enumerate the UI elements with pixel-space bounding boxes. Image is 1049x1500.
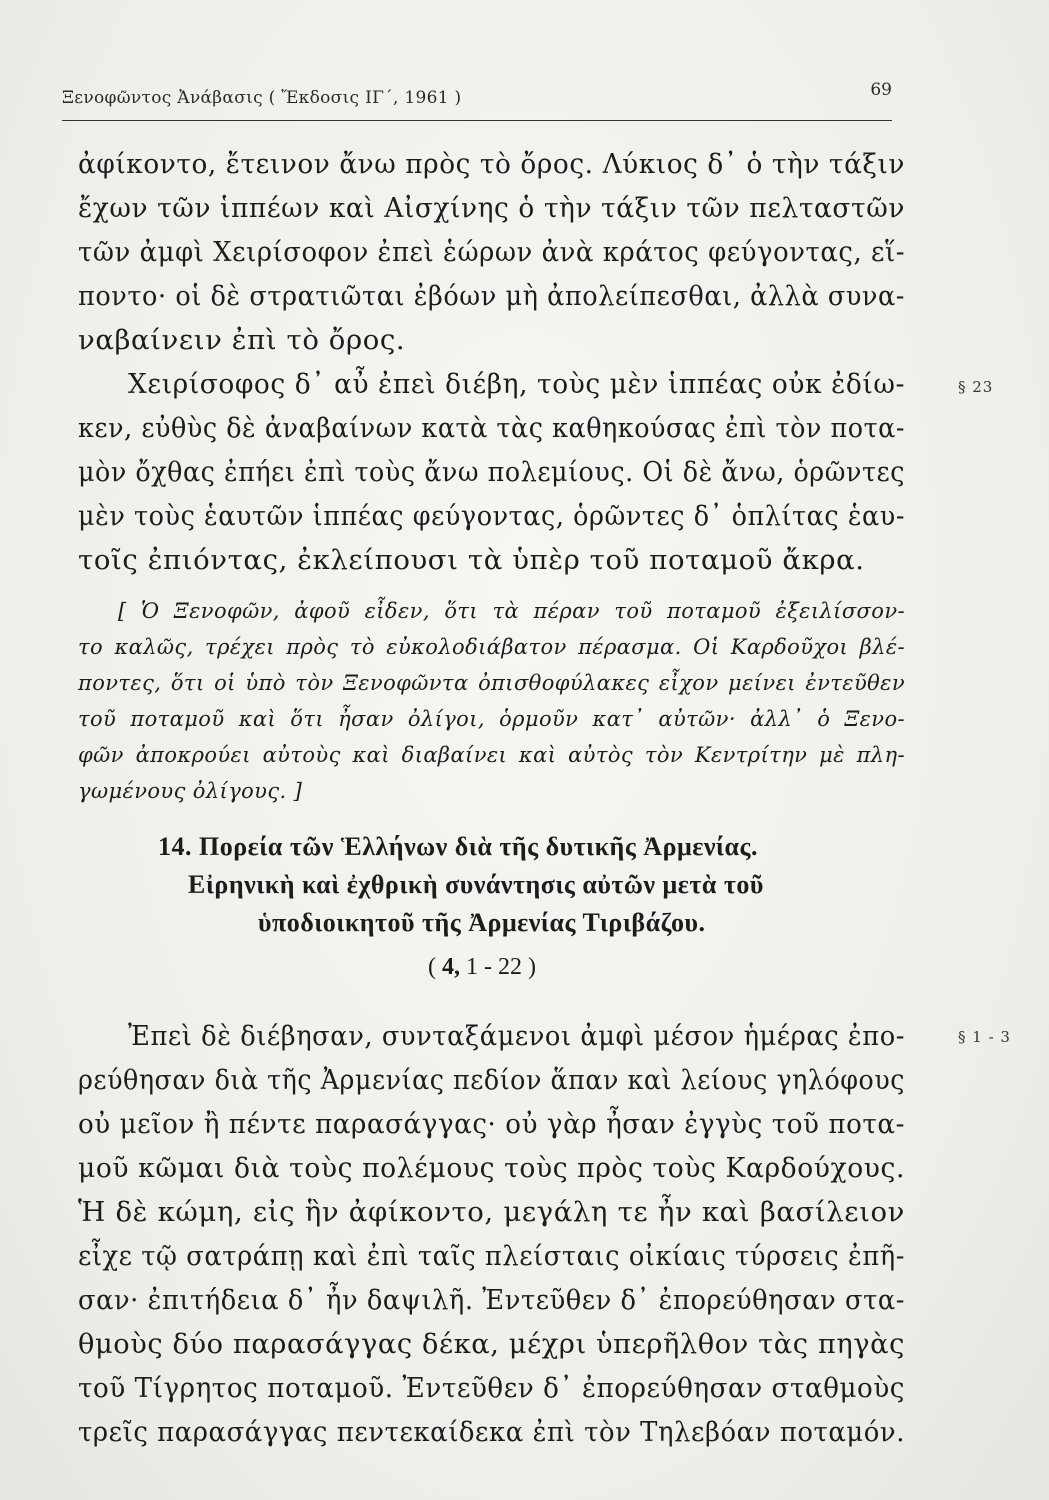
- text-line: μοῦ κῶμαι διὰ τοὺς πολέμους τοὺς πρὸς τοὺς Καρδούχους.: [78, 1152, 905, 1184]
- text-line: Ἐπεὶ δὲ διέβησαν, συνταξάμενοι ἀμφὶ μέσον ἡμέρας ἐπο-: [128, 1020, 905, 1052]
- chapter-reference: [428, 950, 536, 984]
- heading-line: 14. Πορεία τῶν Ἑλλήνων διὰ τῆς δυτικῆς Ἀρμενίας.: [158, 832, 758, 861]
- note-line: φῶν ἀποκρούει αὐτοὺς καὶ διαβαίνει καὶ αὐτὸς τὸν Κεντρίτην μὲ πλη-: [78, 743, 905, 767]
- text-line: Χειρίσοφος δ᾽ αὖ ἐπεὶ διέβη, τοὺς μὲν ἱππέας οὐκ ἐδίω-: [128, 368, 905, 400]
- reference-range: 1 - 22 ): [460, 954, 536, 980]
- text-line: τοῖς ἐπιόντας, ἐκλείπουσι τὰ ὑπὲρ τοῦ ποταμοῦ ἄκρα.: [78, 544, 865, 576]
- text-line: Ἡ δὲ κώμη, εἰς ἣν ἀφίκοντο, μεγάλη τε ἦν καὶ βασίλειον: [78, 1196, 905, 1228]
- text-line: τρεῖς παρασάγγας πεντεκαίδεκα ἐπὶ τὸν Τηλεβόαν ποταμόν.: [78, 1416, 905, 1448]
- text-line: τῶν ἀμφὶ Χειρίσοφον ἐπεὶ ἑώρων ἀνὰ κράτος φεύγοντας, εἵ-: [78, 236, 905, 268]
- reference-book: 4,: [442, 954, 460, 980]
- margin-section-ref: § 1 - 3: [958, 1028, 1011, 1046]
- running-title: Ξενοφῶντος Ἀνάβασις ( Ἔκδοσις ΙΓ΄, 1961 ): [62, 88, 462, 108]
- text-line: σαν· ἐπιτήδεια δ᾽ ἦν δαψιλῆ. Ἐντεῦθεν δ᾽ ἐπορεύθησαν στα-: [78, 1284, 905, 1316]
- text-line: ἔχων τῶν ἱππέων καὶ Αἰσχίνης ὁ τὴν τάξιν τῶν πελταστῶν: [78, 192, 905, 224]
- heading-line: Εἰρηνικὴ καὶ ἐχθρικὴ συνάντησις αὐτῶν μετὰ τοῦ: [188, 870, 764, 899]
- page-number: 69: [870, 80, 892, 100]
- note-line: [ Ὁ Ξενοφῶν, ἀφοῦ εἶδεν, ὅτι τὰ πέραν τοῦ ποταμοῦ ἐξειλίσσον-: [118, 599, 905, 623]
- text-line: μὲν τοὺς ἑαυτῶν ἱππέας φεύγοντας, ὁρῶντες δ᾽ ὁπλίτας ἑαυ-: [78, 500, 905, 532]
- text-line: θμοὺς δύο παρασάγγας δέκα, μέχρι ὑπερῆλθον τὰς πηγὰς: [78, 1328, 905, 1360]
- text-line: ναβαίνειν ἐπὶ τὸ ὄρος.: [78, 324, 406, 356]
- text-line: κεν, εὐθὺς δὲ ἀναβαίνων κατὰ τὰς καθηκούσας ἐπὶ τὸν ποτα-: [78, 412, 905, 444]
- text-line: ποντο· οἱ δὲ στρατιῶται ἐβόων μὴ ἀπολείπεσθαι, ἀλλὰ συνα-: [78, 280, 905, 312]
- text-line: εἶχε τῷ σατράπῃ καὶ ἐπὶ ταῖς πλείσταις οἰκίαις τύρσεις ἐπῆ-: [78, 1240, 905, 1272]
- margin-section-ref: § 23: [958, 378, 994, 396]
- running-head: [62, 80, 892, 121]
- text-line: οὐ μεῖον ἢ πέντε παρασάγγας· οὐ γὰρ ἦσαν ἐγγὺς τοῦ ποτα-: [78, 1108, 905, 1140]
- heading-line: ὑποδιοικητοῦ τῆς Ἀρμενίας Τιριβάζου.: [258, 908, 706, 937]
- text-line: τοῦ Τίγρητος ποταμοῦ. Ἐντεῦθεν δ᾽ ἐπορεύθησαν σταθμοὺς: [78, 1372, 905, 1404]
- note-line: το καλῶς, τρέχει πρὸς τὸ εὐκολοδιάβατον πέρασμα. Οἱ Καρδοῦχοι βλέ-: [78, 635, 905, 659]
- note-line: ποντες, ὅτι οἱ ὑπὸ τὸν Ξενοφῶντα ὀπισθοφύλακες εἶχον μείνει ἐντεῦθεν: [78, 671, 905, 695]
- text-line: μὸν ὄχθας ἐπήει ἐπὶ τοὺς ἄνω πολεμίους. Οἱ δὲ ἄνω, ὁρῶντες: [78, 456, 905, 488]
- note-line: γωμένους ὀλίγους. ]: [78, 779, 303, 803]
- text-line: ρεύθησαν διὰ τῆς Ἀρμενίας πεδίον ἅπαν καὶ λείους γηλόφους: [78, 1064, 905, 1096]
- text-line: ἀφίκοντο, ἔτεινον ἄνω πρὸς τὸ ὄρος. Λύκιος δ᾽ ὁ τὴν τάξιν: [78, 148, 905, 180]
- reference-open: (: [428, 954, 442, 980]
- note-line: τοῦ ποταμοῦ καὶ ὅτι ἦσαν ὀλίγοι, ὁρμοῦν κατ᾽ αὐτῶν· ἀλλ᾽ ὁ Ξενο-: [78, 707, 905, 731]
